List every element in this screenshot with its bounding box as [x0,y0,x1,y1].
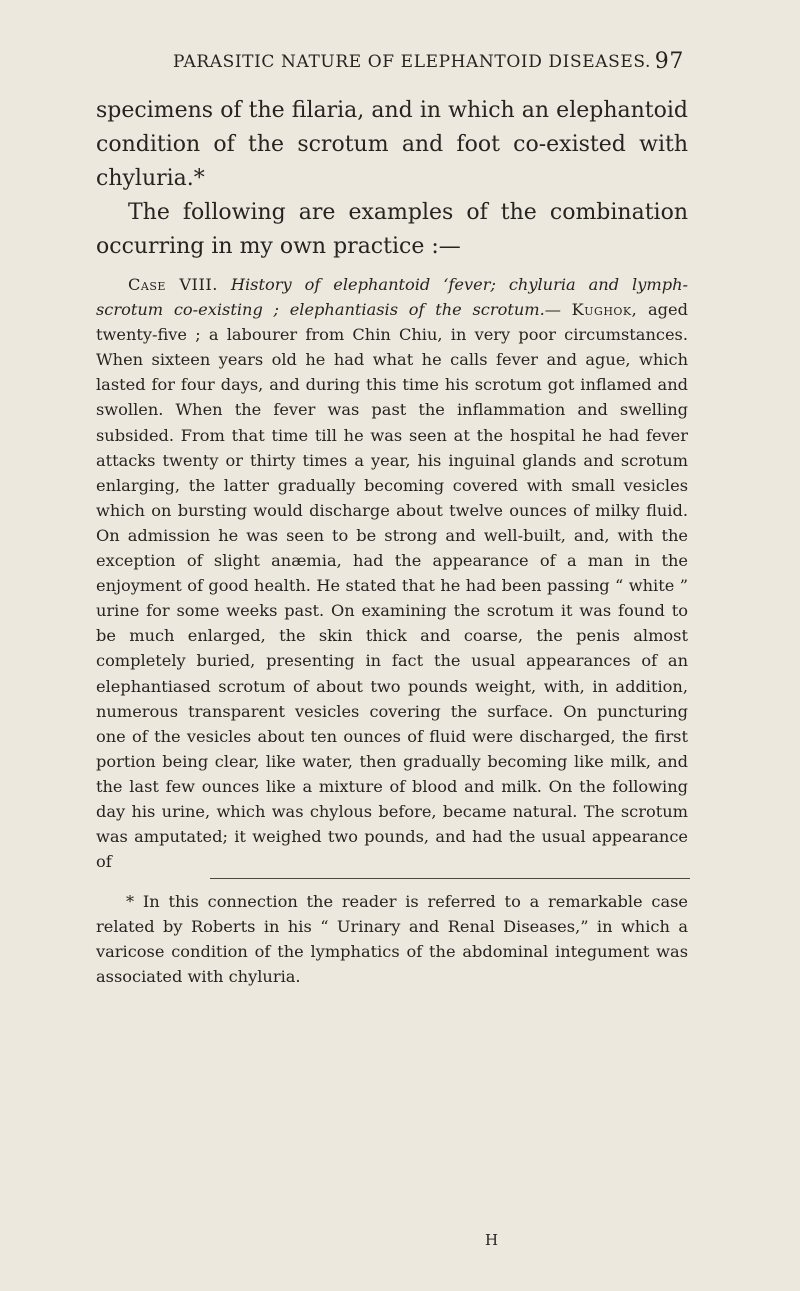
running-head [96,49,688,94]
paragraph-1: specimens of the filaria, and in which an elephantoid condition of the scrotum and foot co-existed with chyluria.* [96,98,688,191]
case-report [96,272,688,874]
patient-name: Kughok, [571,300,638,320]
footnote: * In this connection the reader is referred to a remarkable case related by Roberts in his “ Urinary and Renal Diseases,” in which a varicose condition of the lymphatics of the abdominal integument was associated with chyluria. [96,892,688,987]
signature-mark: H [485,1231,500,1249]
running-title: PARASITIC NATURE OF ELEPHANTOID DISEASES. [172,52,652,72]
case-label: Case VIII. [128,275,218,294]
case-heading: History of elephantoid ‘fever; chyluria and lymph-scrotum co-existing ; elephantiasis of the scrotum.— [96,275,688,320]
page-number: 97 [654,49,684,74]
footnote-rule [210,878,690,879]
paragraph-2: The following are examples of the combination occurring in my own practice :— [96,200,688,259]
case-text: aged twenty-five ; a labourer from Chin Chiu, in very poor circumstances. When sixteen years old he had what he calls fever and ague, which lasted for four days, and during this time his scrotum got inflamed and swollen. When the fever was past the inflammation and swelling subsided. From that time till he was seen at the hospital he had fever attacks twenty or thirty times a year, his inguinal glands and scrotum enlarging, the latter gradually becoming covered with small vesicles which on bursting would discharge about twelve ounces of milky fluid. On admission he was seen to be strong and well-built, and, with the exception of slight anæmia, had the appearance of a man in the enjoyment of good health. He stated that he had been passing “ white ” urine for some weeks past. On examining the scrotum it was found to be much enlarged, the skin thick and coarse, the penis almost completely buried, presenting in fact the usual appearances of an elephantiased scrotum of about two pounds weight, with, in addition, numerous transparent vesicles covering the surface. On puncturing one of the vesicles about ten ounces of fluid were discharged, the first portion being clear, like water, then gradually becoming like milk, and the last few ounces like a mixture of blood and milk. On the following day his urine, which was chylous before, became natural. The scrotum was amputated; it weighed two pounds, and had the usual appearance of [96,300,688,872]
book-page [96,49,688,989]
